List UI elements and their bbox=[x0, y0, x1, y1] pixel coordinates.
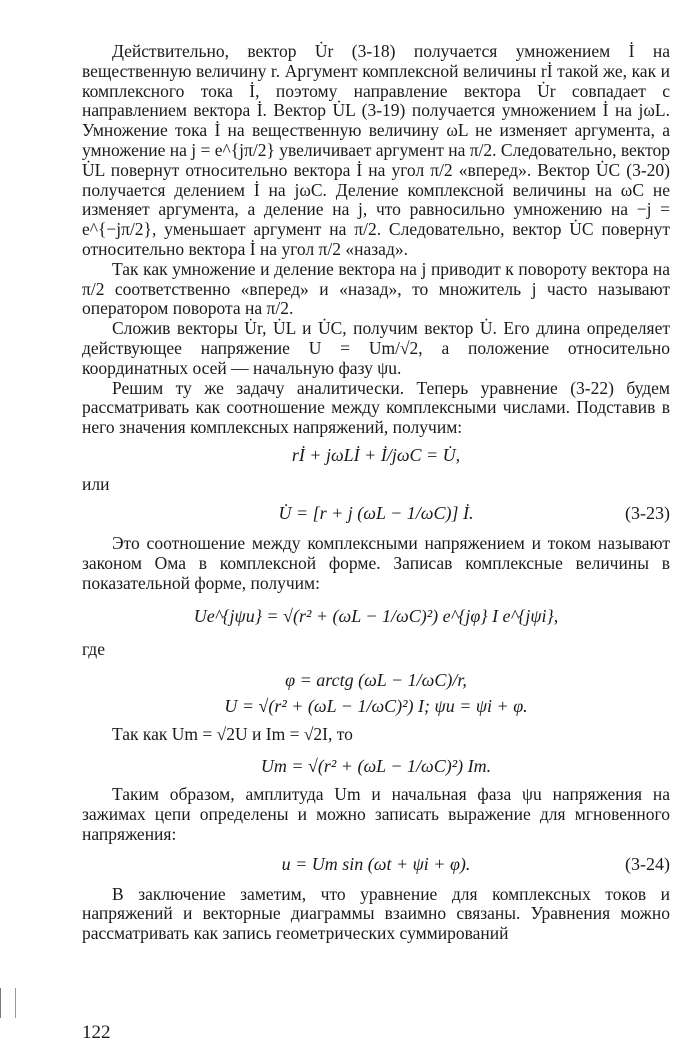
formula-um: Um = √(r² + (ωL − 1/ωC)²) Im. bbox=[260, 756, 492, 777]
equation-number-3-23: (3-23) bbox=[625, 502, 670, 523]
label-where: где bbox=[82, 639, 105, 660]
paragraph-vectors: Действительно, вектор U̇r (3-18) получается умножением İ на вещественную величину r. Аргумент комплексной величины rİ такой же, как и комплексного тока İ, поэтому направление вектора U̇r совпадает с направлением вектора İ. Вектор U̇L (3-19) получается умножением İ на jωL. Умножение тока İ на вещественную величину ωL не изменяет аргумента, а умножение на j = e^{jπ/2} увеличивает аргумент на π/2. Следовательно, вектор U̇L повернут относительно вектора İ на угол π/2 «вперед». Вектор U̇C (3-20) получается делением İ на jωC. Деление комплексной величины на ωC не изменяет аргумента, а деление на j, что равносильно умножению на −j = e^{−jπ/2}, уменьшает аргумент на π/2. Следовательно, вектор U̇C повернут относительно вектора İ на угол π/2 «назад». bbox=[82, 41, 670, 259]
formula-3-23 bbox=[82, 502, 670, 524]
paragraph-conclusion-amplitude: Таким образом, амплитуда Um и начальная фаза ψu напряжения на зажимах цепи определены и можно записать выражение для мгновенного напряжения: bbox=[82, 784, 670, 844]
formula-exponential: Ue^{jψu} = √(r² + (ωL − 1/ωC)²) e^{jφ} I e^{jψi}, bbox=[193, 606, 559, 627]
paragraph-final: В заключение заметим, что уравнение для комплексных токов и напряжений и векторные диаграммы взаимно связаны. Уравнения можно рассматривать как запись геометрических суммирований bbox=[82, 883, 670, 944]
paragraph-ohm-law: Это соотношение между комплексными напряжением и током называют законом Ома в комплексной форме. Записав комплексные величины в показательной форме, получим: bbox=[82, 532, 670, 593]
formula-complex-sum: rİ + jωLİ + İ/jωC = U̇, bbox=[291, 444, 461, 465]
paragraph-analytic: Решим ту же задачу аналитически. Теперь уравнение (3-22) будем рассматривать как соотношение между комплексными числами. Подставив в него значения комплексных напряжений, получим: bbox=[82, 377, 670, 438]
formula-phi: φ = arctg (ωL − 1/ωC)/r, bbox=[285, 670, 467, 691]
formula-3-24-body: u = Um sin (ωt + ψi + φ). bbox=[281, 853, 471, 874]
formula-amplitude: U = √(r² + (ωL − 1/ωC)²) I; ψu = ψi + φ. bbox=[224, 696, 528, 717]
page-number: 122 bbox=[82, 1022, 111, 1043]
label-or: или bbox=[82, 473, 110, 494]
formula-3-24 bbox=[82, 853, 670, 875]
page-body bbox=[82, 42, 670, 944]
paragraph-operator: Так как умножение и деление вектора на j приводит к повороту вектора на π/2 соответственно «вперед» и «назад», то множитель j часто называют оператором поворота на π/2. bbox=[82, 258, 670, 319]
equation-number-3-24: (3-24) bbox=[625, 853, 670, 874]
paragraph-since: Так как Um = √2U и Im = √2I, то bbox=[112, 724, 353, 745]
scan-margin-line bbox=[0, 988, 16, 1018]
formula-3-23-body: U̇ = [r + j (ωL − 1/ωC)] İ. bbox=[278, 502, 474, 523]
paragraph-sum: Сложив векторы U̇r, U̇L и U̇C, получим вектор U̇. Его длина определяет действующее напряжение U = Um/√2, а положение относительно координатных осей — начальную фазу ψu. bbox=[82, 318, 670, 378]
